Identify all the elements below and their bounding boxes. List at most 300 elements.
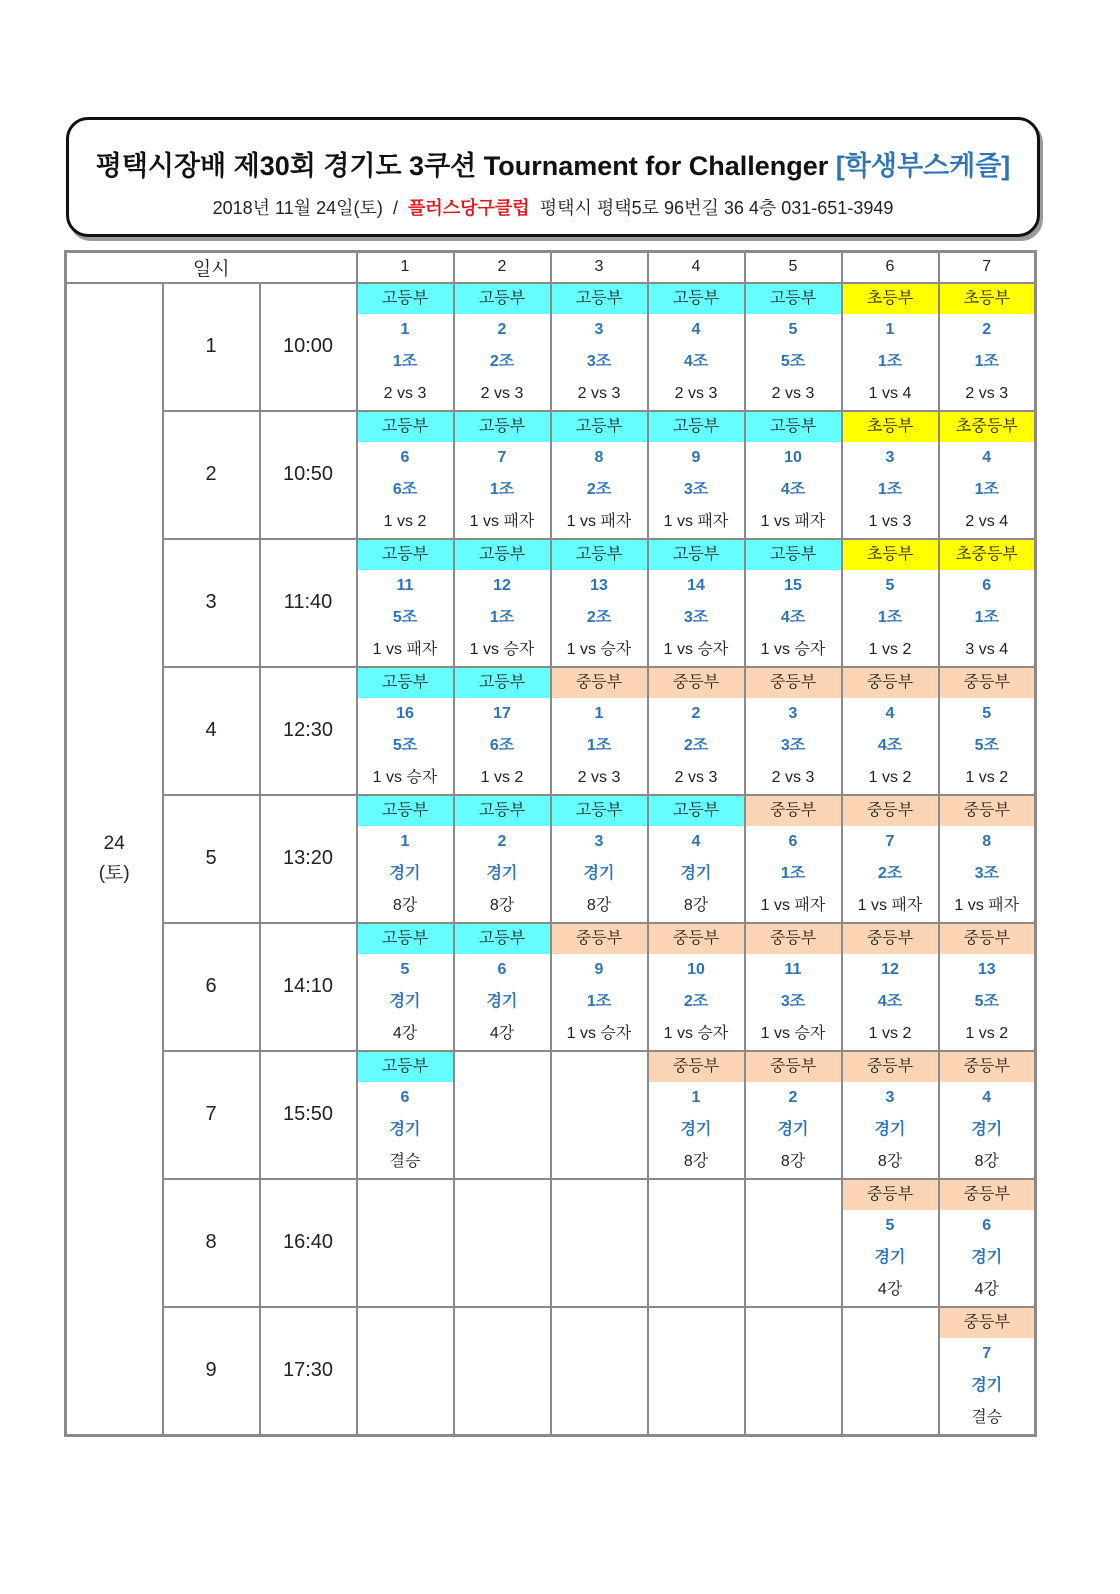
match-number: 6 — [400, 1088, 410, 1106]
matchup-label: 2 vs 3 — [965, 384, 1009, 402]
match-cell — [842, 539, 939, 667]
group-label: 2조 — [489, 352, 515, 370]
division-label: 고등부 — [358, 412, 453, 442]
empty-cell — [357, 1179, 454, 1307]
matchup-label: 1 vs 패자 — [566, 512, 632, 530]
matchup-label: 1 vs 승자 — [663, 640, 729, 658]
matchup-label: 1 vs 패자 — [469, 512, 535, 530]
group-label: 5조 — [974, 736, 999, 754]
match-cell — [745, 795, 842, 923]
match-number: 6 — [497, 960, 507, 978]
match-cell — [551, 283, 648, 411]
matchup-label: 4강 — [877, 1280, 903, 1298]
schedule-body — [66, 283, 1036, 1436]
group-label: 1조 — [877, 352, 903, 370]
division-label: 고등부 — [358, 924, 453, 954]
matchup-label: 2 vs 3 — [577, 768, 621, 786]
group-label: 경기 — [389, 992, 421, 1010]
round-time: 10:00 — [260, 283, 357, 411]
division-label: 중등부 — [746, 1052, 841, 1082]
match-number: 13 — [977, 960, 996, 978]
group-label: 3조 — [683, 608, 709, 626]
match-number: 3 — [594, 320, 604, 338]
group-label: 1조 — [586, 736, 612, 754]
matchup-label: 1 vs 2 — [965, 768, 1009, 786]
matchup-label: 8강 — [489, 896, 515, 914]
match-cell — [745, 667, 842, 795]
round-row — [66, 539, 1036, 667]
round-time: 10:50 — [260, 411, 357, 539]
group-label: 1조 — [489, 480, 515, 498]
match-number: 4 — [982, 1088, 992, 1106]
matchup-label: 8강 — [683, 1152, 709, 1170]
round-row — [66, 283, 1036, 411]
matchup-label: 1 vs 패자 — [954, 896, 1020, 914]
group-label: 5조 — [780, 352, 806, 370]
empty-cell — [357, 1307, 454, 1436]
round-row — [66, 411, 1036, 539]
separator: / — [392, 198, 398, 218]
match-cell — [939, 795, 1036, 923]
empty-cell — [454, 1179, 551, 1307]
table-number-header: 2 — [454, 252, 551, 283]
group-label: 2조 — [683, 736, 709, 754]
division-label: 중등부 — [940, 668, 1035, 698]
division-label: 초등부 — [940, 284, 1035, 314]
group-label: 경기 — [874, 1120, 906, 1138]
match-number: 10 — [784, 448, 802, 466]
match-number: 4 — [691, 320, 701, 338]
matchup-label: 1 vs 승자 — [566, 1024, 632, 1042]
day-cell — [66, 283, 163, 1436]
match-number: 2 — [788, 1088, 798, 1106]
round-time: 14:10 — [260, 923, 357, 1051]
match-number: 7 — [497, 448, 507, 466]
match-cell — [454, 795, 551, 923]
empty-cell — [745, 1307, 842, 1436]
table-number-header: 7 — [939, 252, 1036, 283]
division-label: 고등부 — [649, 284, 744, 314]
match-cell — [939, 1179, 1036, 1307]
group-label: 1조 — [392, 352, 418, 370]
matchup-label: 1 vs 승자 — [760, 640, 826, 658]
division-label: 중등부 — [843, 924, 938, 954]
group-label: 2조 — [586, 480, 612, 498]
match-number: 7 — [982, 1344, 992, 1362]
group-label: 3조 — [780, 736, 806, 754]
division-label: 중등부 — [843, 1052, 938, 1082]
match-number: 1 — [400, 320, 410, 338]
matchup-label: 4강 — [974, 1280, 999, 1298]
match-number: 8 — [982, 832, 992, 850]
round-row — [66, 923, 1036, 1051]
event-date: 2018년 11월 24일(토) — [212, 198, 383, 218]
division-label: 고등부 — [552, 284, 647, 314]
round-time: 11:40 — [260, 539, 357, 667]
group-label: 2조 — [586, 608, 612, 626]
division-label: 고등부 — [455, 540, 550, 570]
schedule-table — [64, 250, 1037, 1437]
division-label: 고등부 — [746, 412, 841, 442]
match-cell — [745, 1051, 842, 1179]
match-cell — [939, 283, 1036, 411]
match-cell — [842, 667, 939, 795]
matchup-label: 2 vs 3 — [771, 768, 815, 786]
match-cell — [357, 539, 454, 667]
match-cell — [454, 539, 551, 667]
match-number: 2 — [497, 320, 507, 338]
match-cell — [551, 411, 648, 539]
division-label: 고등부 — [649, 540, 744, 570]
round-row — [66, 667, 1036, 795]
venue-address: 평택시 평택5로 96번길 36 4층 031-651-3949 — [539, 198, 894, 218]
matchup-label: 1 vs 승자 — [760, 1024, 826, 1042]
group-label: 2조 — [683, 992, 709, 1010]
match-cell — [357, 1051, 454, 1179]
matchup-label: 1 vs 2 — [868, 1024, 912, 1042]
group-label: 1조 — [586, 992, 612, 1010]
event-info — [69, 194, 1037, 220]
matchup-label: 1 vs 4 — [868, 384, 912, 402]
match-cell — [357, 283, 454, 411]
division-label: 중등부 — [649, 924, 744, 954]
match-number: 3 — [788, 704, 798, 722]
matchup-label: 2 vs 3 — [771, 384, 815, 402]
match-number: 13 — [590, 576, 608, 594]
match-cell — [842, 795, 939, 923]
matchup-label: 4강 — [489, 1024, 515, 1042]
match-number: 6 — [982, 1216, 992, 1234]
match-number: 10 — [687, 960, 705, 978]
division-label: 중등부 — [746, 924, 841, 954]
matchup-label: 8강 — [392, 896, 418, 914]
matchup-label: 1 vs 3 — [868, 512, 912, 530]
round-time: 13:20 — [260, 795, 357, 923]
division-label: 초중등부 — [940, 540, 1035, 570]
group-label: 4조 — [780, 480, 806, 498]
match-cell — [648, 667, 745, 795]
matchup-label: 1 vs 승자 — [469, 640, 535, 658]
matchup-label: 1 vs 2 — [868, 768, 912, 786]
matchup-label: 8강 — [780, 1152, 806, 1170]
match-number: 5 — [885, 1216, 895, 1234]
match-cell — [357, 923, 454, 1051]
division-label: 고등부 — [358, 284, 453, 314]
group-label: 경기 — [680, 1120, 712, 1138]
round-time: 12:30 — [260, 667, 357, 795]
matchup-label: 8강 — [586, 896, 612, 914]
match-cell — [454, 923, 551, 1051]
empty-cell — [454, 1051, 551, 1179]
empty-cell — [648, 1179, 745, 1307]
round-time: 16:40 — [260, 1179, 357, 1307]
matchup-label: 결승 — [389, 1152, 421, 1170]
match-number: 3 — [885, 1088, 895, 1106]
round-number: 8 — [163, 1179, 260, 1307]
match-cell — [842, 1051, 939, 1179]
matchup-label: 1 vs 패자 — [857, 896, 923, 914]
table-number-header: 1 — [357, 252, 454, 283]
round-row — [66, 795, 1036, 923]
group-label: 1조 — [974, 352, 999, 370]
match-number: 11 — [396, 576, 414, 594]
group-label: 4조 — [877, 736, 903, 754]
matchup-label: 1 vs 2 — [480, 768, 524, 786]
group-label: 1조 — [877, 480, 903, 498]
empty-cell — [551, 1051, 648, 1179]
division-label: 고등부 — [358, 668, 453, 698]
matchup-label: 2 vs 4 — [965, 512, 1009, 530]
match-number: 5 — [885, 576, 895, 594]
match-cell — [648, 795, 745, 923]
division-label: 중등부 — [940, 796, 1035, 826]
match-cell — [551, 539, 648, 667]
group-label: 1조 — [489, 608, 515, 626]
matchup-label: 1 vs 패자 — [760, 896, 826, 914]
division-label: 고등부 — [358, 796, 453, 826]
match-cell — [551, 667, 648, 795]
matchup-label: 1 vs 패자 — [372, 640, 438, 658]
match-number: 6 — [788, 832, 798, 850]
matchup-label: 8강 — [974, 1152, 999, 1170]
round-row — [66, 1179, 1036, 1307]
matchup-label: 1 vs 승자 — [663, 1024, 729, 1042]
match-number: 3 — [594, 832, 604, 850]
empty-cell — [745, 1179, 842, 1307]
empty-cell — [648, 1307, 745, 1436]
header-row — [66, 252, 1036, 283]
match-number: 5 — [788, 320, 798, 338]
match-cell — [745, 923, 842, 1051]
round-number: 5 — [163, 795, 260, 923]
division-label: 고등부 — [455, 796, 550, 826]
day-weekday: (토) — [98, 862, 130, 884]
group-label: 5조 — [974, 992, 999, 1010]
division-label: 중등부 — [843, 1180, 938, 1210]
division-label: 중등부 — [552, 668, 647, 698]
match-cell — [939, 667, 1036, 795]
title-accent: [학생부스케즐] — [835, 151, 1011, 181]
division-label: 중등부 — [940, 1308, 1035, 1338]
empty-cell — [454, 1307, 551, 1436]
match-cell — [648, 1051, 745, 1179]
division-label: 중등부 — [552, 924, 647, 954]
round-number: 6 — [163, 923, 260, 1051]
round-number: 2 — [163, 411, 260, 539]
group-label: 3조 — [974, 864, 999, 882]
division-label: 중등부 — [940, 924, 1035, 954]
match-number: 2 — [982, 320, 992, 338]
match-number: 7 — [885, 832, 895, 850]
match-cell — [551, 795, 648, 923]
page-title — [69, 144, 1037, 183]
matchup-label: 4강 — [392, 1024, 418, 1042]
empty-cell — [842, 1307, 939, 1436]
match-number: 12 — [493, 576, 511, 594]
division-label: 중등부 — [843, 796, 938, 826]
division-label: 고등부 — [552, 796, 647, 826]
match-number: 5 — [400, 960, 410, 978]
round-number: 3 — [163, 539, 260, 667]
group-label: 6조 — [489, 736, 515, 754]
match-number: 6 — [400, 448, 410, 466]
match-number: 1 — [691, 1088, 701, 1106]
division-label: 고등부 — [552, 412, 647, 442]
round-number: 1 — [163, 283, 260, 411]
match-number: 4 — [885, 704, 895, 722]
match-cell — [648, 283, 745, 411]
round-number: 4 — [163, 667, 260, 795]
match-cell — [939, 539, 1036, 667]
group-label: 경기 — [971, 1376, 1003, 1394]
division-label: 고등부 — [746, 540, 841, 570]
table-number-header: 6 — [842, 252, 939, 283]
division-label: 고등부 — [649, 796, 744, 826]
match-number: 17 — [493, 704, 511, 722]
division-label: 초등부 — [843, 284, 938, 314]
match-cell — [454, 283, 551, 411]
empty-cell — [551, 1307, 648, 1436]
group-label: 경기 — [583, 864, 615, 882]
division-label: 중등부 — [746, 796, 841, 826]
match-cell — [842, 923, 939, 1051]
division-label: 고등부 — [649, 412, 744, 442]
match-number: 14 — [687, 576, 705, 594]
group-label: 2조 — [877, 864, 903, 882]
day-number: 24 — [103, 832, 125, 854]
round-number: 7 — [163, 1051, 260, 1179]
division-label: 고등부 — [455, 412, 550, 442]
group-label: 경기 — [680, 864, 712, 882]
empty-cell — [551, 1179, 648, 1307]
division-label: 고등부 — [358, 1052, 453, 1082]
group-label: 4조 — [877, 992, 903, 1010]
division-label: 중등부 — [649, 1052, 744, 1082]
matchup-label: 1 vs 2 — [965, 1024, 1009, 1042]
division-label: 고등부 — [455, 924, 550, 954]
division-label: 고등부 — [746, 284, 841, 314]
match-cell — [648, 923, 745, 1051]
matchup-label: 1 vs 승자 — [372, 768, 438, 786]
matchup-label: 2 vs 3 — [383, 384, 427, 402]
match-number: 1 — [885, 320, 895, 338]
match-cell — [842, 411, 939, 539]
match-cell — [454, 411, 551, 539]
match-cell — [939, 1307, 1036, 1436]
division-label: 중등부 — [746, 668, 841, 698]
match-number: 1 — [400, 832, 410, 850]
round-row — [66, 1307, 1036, 1436]
group-label: 3조 — [586, 352, 612, 370]
table-number-header: 5 — [745, 252, 842, 283]
match-number: 6 — [982, 576, 992, 594]
round-time: 17:30 — [260, 1307, 357, 1436]
matchup-label: 1 vs 2 — [383, 512, 427, 530]
match-number: 2 — [691, 704, 701, 722]
match-number: 8 — [594, 448, 604, 466]
matchup-label: 2 vs 3 — [674, 384, 718, 402]
matchup-label: 8강 — [683, 896, 709, 914]
group-label: 4조 — [683, 352, 709, 370]
group-label: 경기 — [486, 992, 518, 1010]
match-cell — [648, 539, 745, 667]
round-row — [66, 1051, 1036, 1179]
matchup-label: 3 vs 4 — [965, 640, 1009, 658]
matchup-label: 2 vs 3 — [577, 384, 621, 402]
match-cell — [842, 283, 939, 411]
group-label: 5조 — [392, 608, 418, 626]
match-number: 12 — [881, 960, 899, 978]
division-label: 중등부 — [940, 1052, 1035, 1082]
match-number: 15 — [784, 576, 802, 594]
match-cell — [551, 923, 648, 1051]
match-cell — [357, 411, 454, 539]
division-label: 중등부 — [649, 668, 744, 698]
division-label: 중등부 — [843, 668, 938, 698]
matchup-label: 1 vs 2 — [868, 640, 912, 658]
group-label: 3조 — [683, 480, 709, 498]
group-label: 1조 — [974, 480, 999, 498]
division-label: 고등부 — [455, 668, 550, 698]
title-main: 평택시장배 제30회 경기도 3쿠션 Tournament for Challenger — [95, 151, 829, 181]
matchup-label: 결승 — [971, 1408, 1003, 1426]
group-label: 경기 — [389, 1120, 421, 1138]
match-cell — [939, 923, 1036, 1051]
division-label: 초등부 — [843, 540, 938, 570]
match-cell — [454, 667, 551, 795]
group-label: 경기 — [971, 1248, 1003, 1266]
match-number: 9 — [594, 960, 604, 978]
match-cell — [648, 411, 745, 539]
group-label: 경기 — [486, 864, 518, 882]
round-number: 9 — [163, 1307, 260, 1436]
group-label: 경기 — [874, 1248, 906, 1266]
table-number-header: 3 — [551, 252, 648, 283]
match-number: 9 — [691, 448, 701, 466]
division-label: 고등부 — [552, 540, 647, 570]
match-number: 2 — [497, 832, 507, 850]
matchup-label: 2 vs 3 — [480, 384, 524, 402]
match-cell — [745, 283, 842, 411]
matchup-label: 1 vs 패자 — [663, 512, 729, 530]
match-number: 5 — [982, 704, 992, 722]
round-time: 15:50 — [260, 1051, 357, 1179]
division-label: 중등부 — [940, 1180, 1035, 1210]
group-label: 1조 — [974, 608, 999, 626]
datetime-header: 일시 — [66, 252, 357, 283]
match-cell — [357, 667, 454, 795]
group-label: 4조 — [780, 608, 806, 626]
match-cell — [842, 1179, 939, 1307]
group-label: 경기 — [389, 864, 421, 882]
matchup-label: 8강 — [877, 1152, 903, 1170]
match-cell — [939, 411, 1036, 539]
group-label: 3조 — [780, 992, 806, 1010]
matchup-label: 1 vs 패자 — [760, 512, 826, 530]
matchup-label: 2 vs 3 — [674, 768, 718, 786]
group-label: 6조 — [392, 480, 418, 498]
group-label: 1조 — [877, 608, 903, 626]
group-label: 5조 — [392, 736, 418, 754]
match-cell — [745, 411, 842, 539]
match-number: 1 — [594, 704, 604, 722]
matchup-label: 1 vs 승자 — [566, 640, 632, 658]
division-label: 초중등부 — [940, 412, 1035, 442]
venue-name: 플러스당구클럽 — [407, 198, 530, 218]
match-cell — [357, 795, 454, 923]
match-number: 11 — [784, 960, 802, 978]
match-cell — [939, 1051, 1036, 1179]
